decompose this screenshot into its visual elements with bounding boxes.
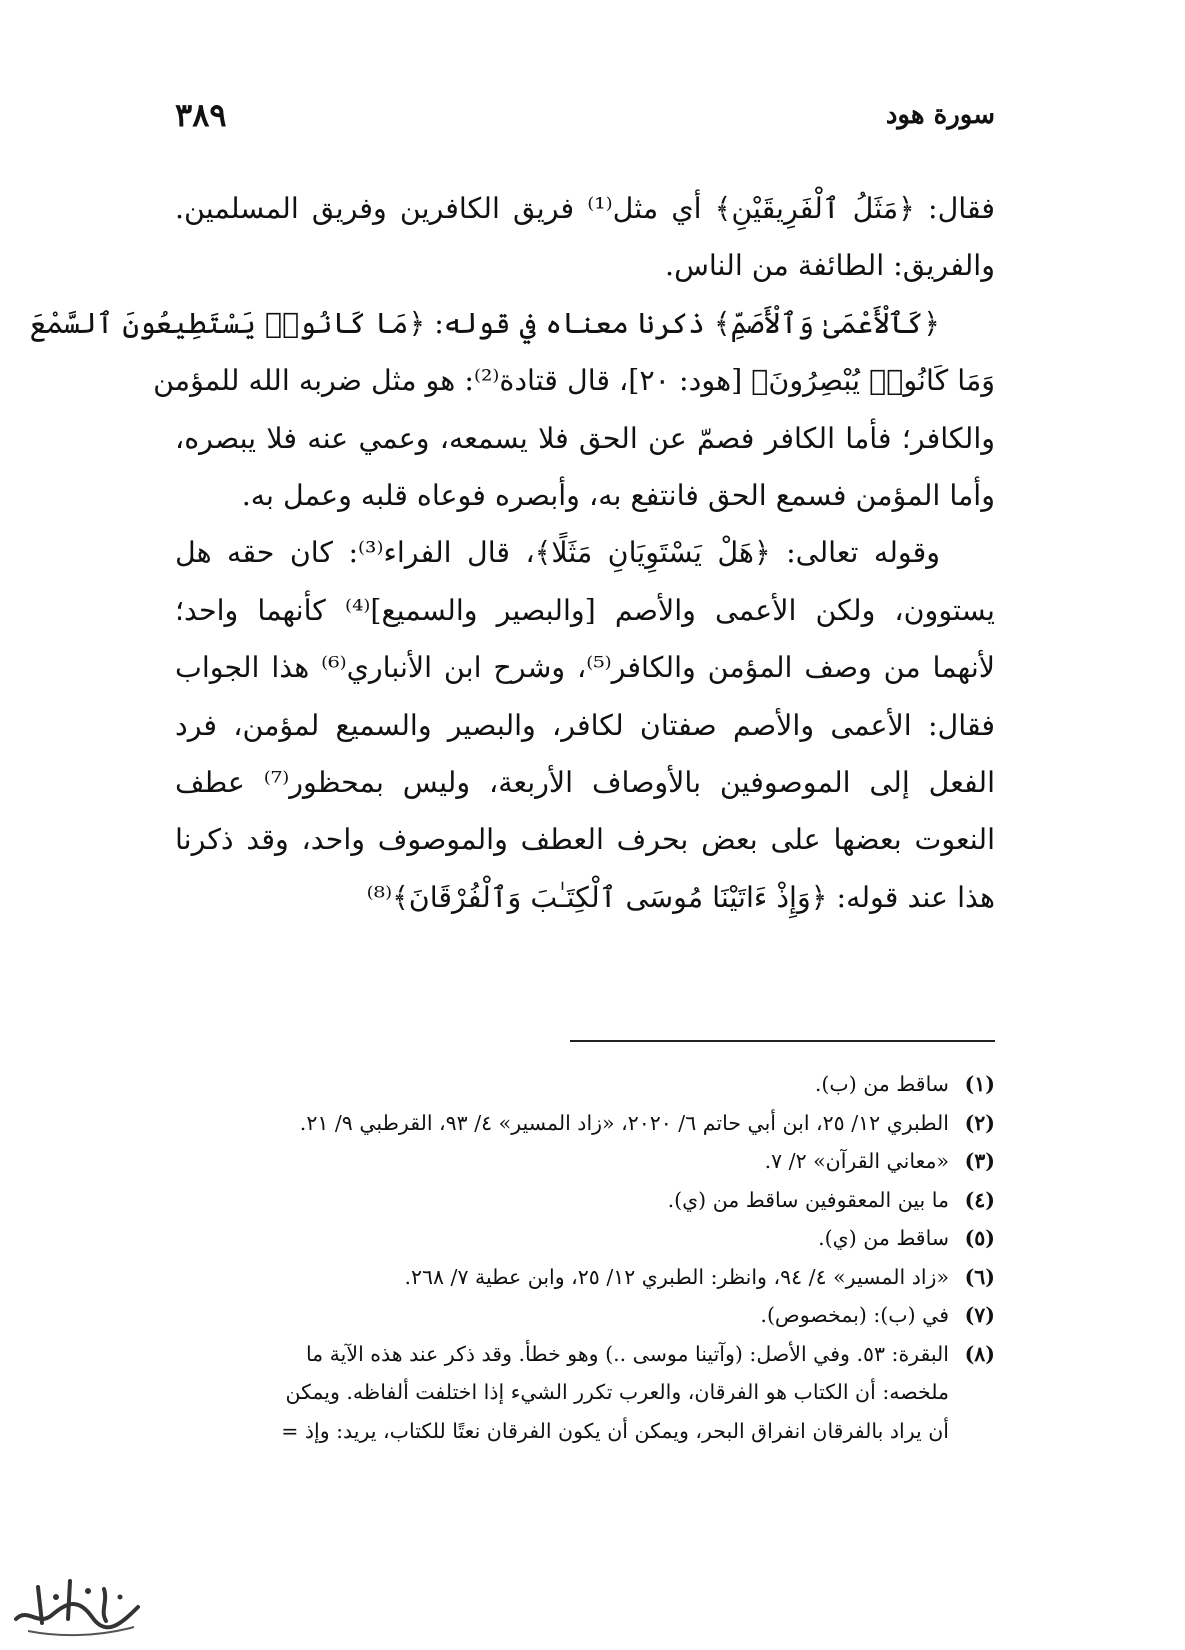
footnote-text: ساقط من (ي). bbox=[818, 1226, 949, 1250]
footnote bbox=[175, 1142, 995, 1181]
page-header bbox=[175, 96, 995, 140]
footnotes bbox=[175, 1065, 995, 1450]
footnote-text: ما بين المعقوفين ساقط من (ي). bbox=[667, 1187, 949, 1212]
text-line: والفريق: الطائفة من الناس. bbox=[665, 249, 995, 283]
text-line: لأنهما من وصف المؤمن والكافر⁽⁵⁾، وشرح ابن الأنباري⁽⁶⁾ هذا الجواب bbox=[175, 651, 995, 685]
footnote-separator bbox=[570, 1040, 995, 1042]
library-logo-calligraphy-icon bbox=[8, 1567, 148, 1645]
footnote-number: (١) bbox=[964, 1072, 995, 1096]
footnote bbox=[175, 1335, 995, 1451]
footnote-number: (٦) bbox=[964, 1264, 995, 1289]
main-text bbox=[29, 180, 995, 926]
footnote-number: (٣) bbox=[964, 1149, 995, 1173]
footnote-text: «معاني القرآن» ٢/ ٧. bbox=[764, 1149, 949, 1173]
text-line: وَمَا كَانُوا۟ يُبْصِرُونَ﴾ [هود: ٢٠]، قال قتادة⁽²⁾: هو مثل ضربه الله للمؤمن bbox=[153, 364, 995, 398]
text-line: يستوون، ولكن الأعمى والأصم [والبصير والسميع]⁽⁴⁾ كأنهما واحد؛ bbox=[175, 593, 995, 627]
footnote bbox=[175, 1258, 995, 1297]
text-line: وقوله تعالى: ﴿هَلْ يَسْتَوِيَانِ مَثَلًا﴾، قال الفراء⁽³⁾: كان حقه هل bbox=[175, 536, 941, 570]
footnote-number: (٢) bbox=[964, 1110, 995, 1135]
footnote-text: ساقط من (ب). bbox=[814, 1072, 949, 1096]
page-number: ٣٨٩ bbox=[175, 96, 227, 134]
footnote-number: (٤) bbox=[964, 1187, 995, 1212]
footnote-number: (٧) bbox=[964, 1303, 995, 1327]
surah-title: سورة هود bbox=[885, 100, 995, 130]
footnote-text: الطبري ١٢/ ٢٥، ابن أبي حاتم ٦/ ٢٠٢٠، «زاد المسير» ٤/ ٩٣، القرطبي ٩/ ٢١. bbox=[299, 1110, 949, 1135]
text-line: وأما المؤمن فسمع الحق فانتفع به، وأبصره فوعاه قلبه وعمل به. bbox=[241, 479, 995, 513]
footnote-text: في (ب): (بمخصوص). bbox=[760, 1303, 949, 1327]
footnote-text: «زاد المسير» ٤/ ٩٤، وانظر: الطبري ١٢/ ٢٥، وابن عطية ٧/ ٢٦٨. bbox=[404, 1264, 949, 1289]
footnote bbox=[175, 1181, 995, 1220]
text-line: والكافر؛ فأما الكافر فصمّ عن الحق فلا يسمعه، وعمي عنه فلا يبصره، bbox=[175, 421, 995, 455]
footnote-text: البقرة: ٥٣. وفي الأصل: (وآتينا موسى ..) وهو خطأ. وقد ذكر عند هذه الآية ما ملخصه: أن الكتاب هو الفرقان، والعرب تكرر الشيء إذا اختلفت ألفاظه. ويمكن أن يراد بالفرقان انفراق البحر، ويمكن أن يكون الفرقان نعتًا للكتاب، يريد: وإذ = bbox=[281, 1341, 949, 1443]
footnote bbox=[175, 1219, 995, 1258]
text-line: هذا عند قوله: ﴿وَإِذْ ءَاتَيْنَا مُوسَى ٱلْكِتَـٰبَ وَٱلْفُرْقَانَ﴾⁽⁸⁾ bbox=[366, 880, 995, 914]
footnote bbox=[175, 1296, 995, 1335]
text-line: الفعل إلى الموصوفين بالأوصاف الأربعة، وليس بمحظور⁽⁷⁾ عطف bbox=[175, 766, 995, 800]
text-line: ﴿كَٱلْأَعْمَىٰ وَٱلْأَصَمِّ﴾ ذكرنا معناه في قوله: ﴿مَا كَانُوا۟ يَسْتَطِيعُونَ ٱلسَّمْعَ bbox=[29, 306, 940, 340]
text-line: النعوت بعضها على بعض بحرف العطف والموصوف واحد، وقد ذكرنا bbox=[175, 823, 995, 857]
text-line: فقال: ﴿مَثَلُ ٱلْفَرِيقَيْنِ﴾ أي مثل⁽¹⁾ فريق الكافرين وفريق المسلمين. bbox=[175, 192, 995, 225]
text-line: فقال: الأعمى والأصم صفتان لكافر، والبصير والسميع لمؤمن، فرد bbox=[175, 708, 995, 742]
footnote-number: (٥) bbox=[964, 1226, 995, 1250]
footnote bbox=[175, 1065, 995, 1104]
footnote-number: (٨) bbox=[964, 1341, 995, 1366]
footnote bbox=[175, 1104, 995, 1143]
